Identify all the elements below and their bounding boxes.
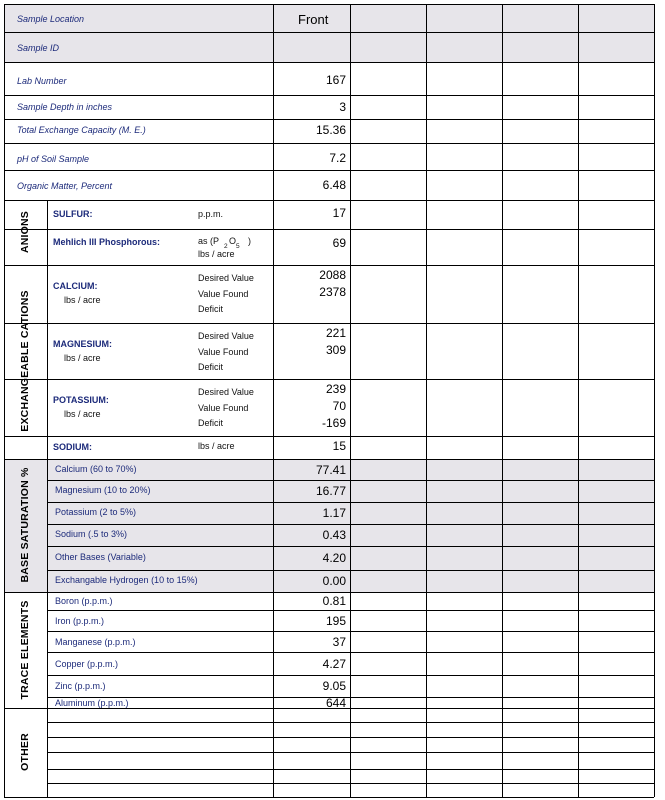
trace-row-value: 195 [325, 613, 346, 628]
sodium-unit: lbs / acre [198, 441, 235, 451]
base-row-value: 1.17 [322, 506, 346, 520]
base-row-label: Sodium (.5 to 3%) [55, 529, 128, 539]
row-rule [4, 265, 654, 266]
trace-row-label: Aluminum (p.p.m.) [55, 697, 129, 708]
general-row-label: Total Exchange Capacity (M. E.) [17, 125, 146, 135]
potassium-deficit-label: Deficit [198, 418, 224, 428]
phosphorous-sub-2: 2 [224, 243, 228, 250]
column-rule [4, 4, 5, 797]
trace-row-value: 37 [332, 634, 346, 649]
phosphorous-value: 69 [332, 236, 346, 250]
base-row-value: 16.77 [315, 484, 346, 498]
column-rule [502, 4, 503, 797]
general-row-value: 7.2 [329, 151, 346, 165]
section-other: OTHER [18, 733, 31, 771]
trace-row-value: 9.05 [322, 679, 346, 693]
row-rule [4, 4, 654, 5]
magnesium-label: MAGNESIUM: [53, 339, 112, 349]
potassium-deficit-value: -169 [321, 416, 346, 430]
base-row-label: Magnesium (10 to 20%) [55, 485, 151, 495]
row-rule [4, 119, 654, 120]
column-rule [426, 4, 427, 797]
potassium-found-label: Value Found [198, 403, 249, 413]
phosphorous-unit-o: O [229, 236, 237, 246]
shade-sample-location [4, 4, 654, 32]
shade-sample-id [4, 32, 654, 62]
trace-row-label: Manganese (p.p.m.) [55, 636, 136, 647]
row-rule [4, 436, 654, 437]
phosphorous-unit-lbs: lbs / acre [198, 249, 235, 259]
calcium-found-value: 2378 [319, 285, 346, 299]
phosphorous-sub-5: 5 [236, 243, 240, 250]
base-row-value: 77.41 [315, 462, 346, 477]
potassium-desired-value: 239 [325, 382, 346, 396]
phosphorous-label: Mehlich III Phosphorous: [53, 237, 161, 247]
row-rule [4, 32, 654, 33]
row-rule [4, 170, 654, 171]
trace-row-label: Zinc (p.p.m.) [55, 681, 106, 691]
magnesium-lbs-unit: lbs / acre [64, 353, 101, 363]
calcium-label: CALCIUM: [53, 281, 98, 291]
base-row-label: Calcium (60 to 70%) [55, 463, 137, 474]
base-row-label: Exchangable Hydrogen (10 to 15%) [55, 575, 198, 585]
calcium-desired-value: 2088 [319, 268, 346, 282]
row-rule [4, 797, 654, 798]
magnesium-found-value: 309 [325, 343, 346, 357]
calcium-lbs-unit: lbs / acre [64, 295, 101, 305]
magnesium-deficit-label: Deficit [198, 362, 224, 372]
row-rule [4, 459, 654, 460]
base-row-label: Other Bases (Variable) [55, 552, 146, 562]
base-row-value: 0.00 [322, 574, 346, 588]
general-row-label: pH of Soil Sample [17, 154, 90, 164]
general-row-value: 6.48 [322, 178, 346, 192]
sodium-label: SODIUM: [53, 442, 92, 452]
sulfur-unit: p.p.m. [198, 209, 224, 219]
trace-row-label: Boron (p.p.m.) [55, 596, 113, 606]
section-exchangeable-cations: EXCHANGEABLE CATIONS [18, 290, 31, 432]
front-label: Front [298, 12, 329, 27]
potassium-desired-label: Desired Value [198, 387, 254, 397]
column-rule [578, 4, 579, 797]
sulfur-label: SULFUR: [53, 209, 93, 219]
row-rule [4, 200, 654, 201]
trace-row-value: 644 [325, 695, 346, 710]
base-row-label: Potassium (2 to 5%) [55, 507, 137, 517]
general-row-value: 15.36 [315, 123, 346, 137]
general-row-label: Sample Depth in inches [17, 102, 113, 112]
sodium-value: 15 [332, 439, 346, 453]
phosphorous-unit-close: ) [248, 236, 251, 246]
row-rule [4, 62, 654, 63]
row-rule [4, 143, 654, 144]
general-row-value: 3 [339, 100, 346, 114]
magnesium-found-label: Value Found [198, 347, 249, 357]
phosphorous-unit-as: as (P [198, 236, 220, 246]
section-rule [47, 200, 48, 797]
sulfur-value: 17 [332, 206, 346, 220]
row-rule [4, 379, 654, 380]
general-row-label: Lab Number [17, 76, 67, 86]
column-rule [654, 4, 655, 797]
potassium-label: POTASSIUM: [53, 395, 109, 405]
trace-row-value: 4.27 [322, 656, 346, 671]
column-rule [273, 4, 274, 797]
column-rule [350, 4, 351, 797]
base-row-value: 0.43 [322, 528, 346, 542]
general-row-value: 167 [325, 73, 346, 87]
base-row-value: 4.20 [322, 551, 346, 565]
row-rule [4, 229, 654, 230]
trace-row-label: Iron (p.p.m.) [55, 615, 105, 626]
magnesium-desired-label: Desired Value [198, 331, 254, 341]
row-rule [4, 592, 654, 593]
potassium-found-value: 70 [332, 399, 346, 413]
calcium-found-label: Value Found [198, 289, 249, 299]
trace-row-value: 0.81 [322, 594, 346, 608]
calcium-deficit-label: Deficit [198, 304, 224, 314]
row-rule [4, 95, 654, 96]
sample-id-label: Sample ID [17, 43, 60, 53]
row-rule [4, 323, 654, 324]
sample-location-label: Sample Location [17, 14, 85, 24]
section-anions: ANIONS [18, 210, 31, 254]
general-row-label: Organic Matter, Percent [17, 181, 113, 191]
magnesium-desired-value: 221 [325, 326, 346, 340]
calcium-desired-label: Desired Value [198, 273, 254, 283]
potassium-lbs-unit: lbs / acre [64, 409, 101, 419]
trace-row-label: Copper (p.p.m.) [55, 658, 119, 669]
section-base-saturation: BASE SATURATION % [18, 467, 31, 583]
section-trace-elements: TRACE ELEMENTS [18, 600, 31, 700]
